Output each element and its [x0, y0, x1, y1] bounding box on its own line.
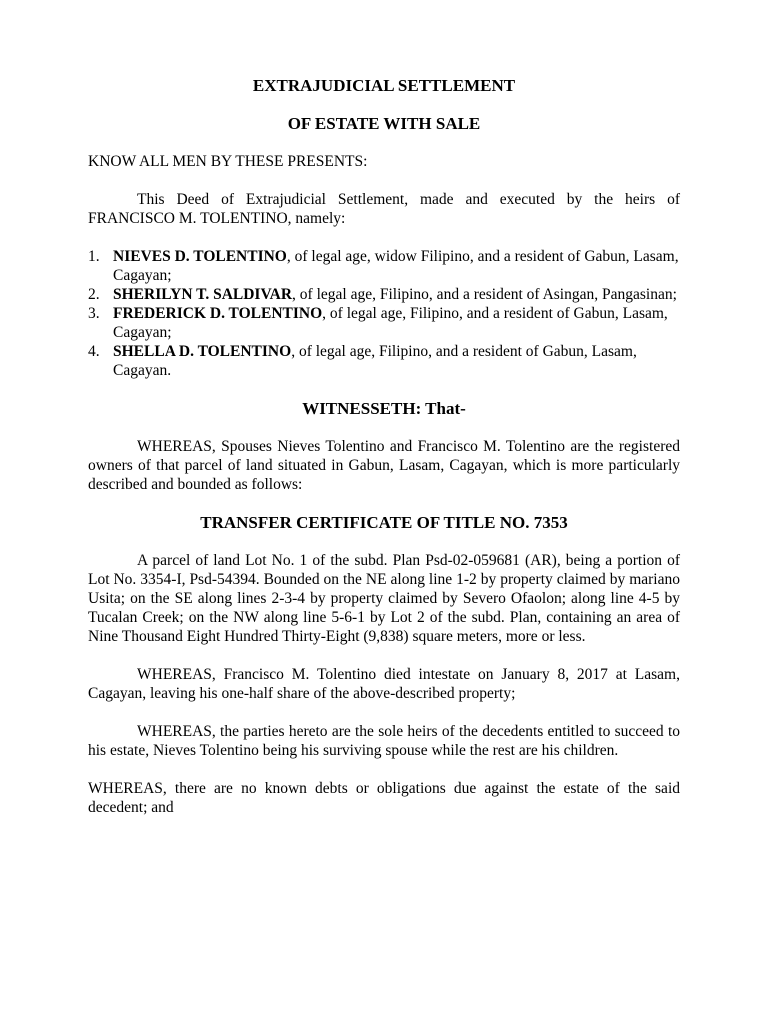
intro-paragraph: This Deed of Extrajudicial Settlement, made and executed by the heirs of FRANCISCO M. TOLENTINO, namely: [88, 191, 680, 227]
heir-number: 2. [88, 286, 100, 303]
heir-text [113, 342, 680, 380]
heir-details: , of legal age, widow Filipino, and a resident of Gabun, Lasam, Cagayan; [113, 248, 679, 284]
heirs-list [88, 247, 680, 380]
heir-item-3 [88, 304, 680, 342]
heir-number: 3. [88, 305, 100, 322]
whereas-heirs-paragraph: WHEREAS, the parties hereto are the sole heirs of the decedents entitled to succeed to his estate, Nieves Tolentino being his surviving spouse while the rest are his children. [88, 723, 680, 759]
witnesseth-heading: WITNESSETH: That- [302, 399, 466, 418]
tct-heading: TRANSFER CERTIFICATE OF TITLE NO. 7353 [200, 513, 568, 532]
heir-item-4 [88, 342, 680, 380]
whereas-debts-paragraph: WHEREAS, there are no known debts or obligations due against the estate of the said decedent; and [88, 780, 680, 816]
heir-details: , of legal age, Filipino, and a resident of Asingan, Pangasinan; [292, 286, 677, 303]
heir-item-2 [88, 285, 680, 304]
heir-number: 4. [88, 343, 100, 360]
whereas-owners-paragraph: WHEREAS, Spouses Nieves Tolentino and Francisco M. Tolentino are the registered owners of that parcel of land situated in Gabun, Lasam, Cagayan, which is more particularly described and bounded as follows: [88, 438, 680, 493]
whereas-death-paragraph: WHEREAS, Francisco M. Tolentino died intestate on January 8, 2017 at Lasam, Cagayan, leaving his one-half share of the above-described property; [88, 666, 680, 702]
document-title-line1: EXTRAJUDICIAL SETTLEMENT [252, 76, 516, 95]
heir-item-1 [88, 247, 680, 285]
heir-name: SHELLA D. TOLENTINO [113, 343, 292, 360]
heir-name: NIEVES D. TOLENTINO [113, 248, 287, 265]
document-content [88, 76, 680, 836]
heir-text [113, 285, 680, 304]
parcel-description-paragraph: A parcel of land Lot No. 1 of the subd. Plan Psd-02-059681 (AR), being a portion of Lot No. 3354-I, Psd-54394. Bounded on the NE along line 1-2 by property claimed by mariano Usita; on the SE along lines 2-3-4 by property claimed by Severo Ofaolon; along line 4-5 by Tucalan Creek; on the NW along line 5-6-1 by Lot 2 of the subd. Plan, containing an area of Nine Thousand Eight Hundred Thirty-Eight (9,838) square meters, more or less. [88, 552, 680, 645]
heir-details: , of legal age, Filipino, and a resident of Gabun, Lasam, Cagayan; [113, 305, 668, 341]
heir-name: FREDERICK D. TOLENTINO [113, 305, 323, 322]
opening-statement: KNOW ALL MEN BY THESE PRESENTS: [88, 153, 368, 170]
heir-number: 1. [88, 248, 100, 265]
document-title-line2: OF ESTATE WITH SALE [287, 114, 481, 133]
heir-details: , of legal age, Filipino, and a resident of Gabun, Lasam, Cagayan. [113, 343, 637, 379]
heir-text [113, 247, 680, 285]
heir-text [113, 304, 680, 342]
heir-name: SHERILYN T. SALDIVAR [113, 286, 293, 303]
